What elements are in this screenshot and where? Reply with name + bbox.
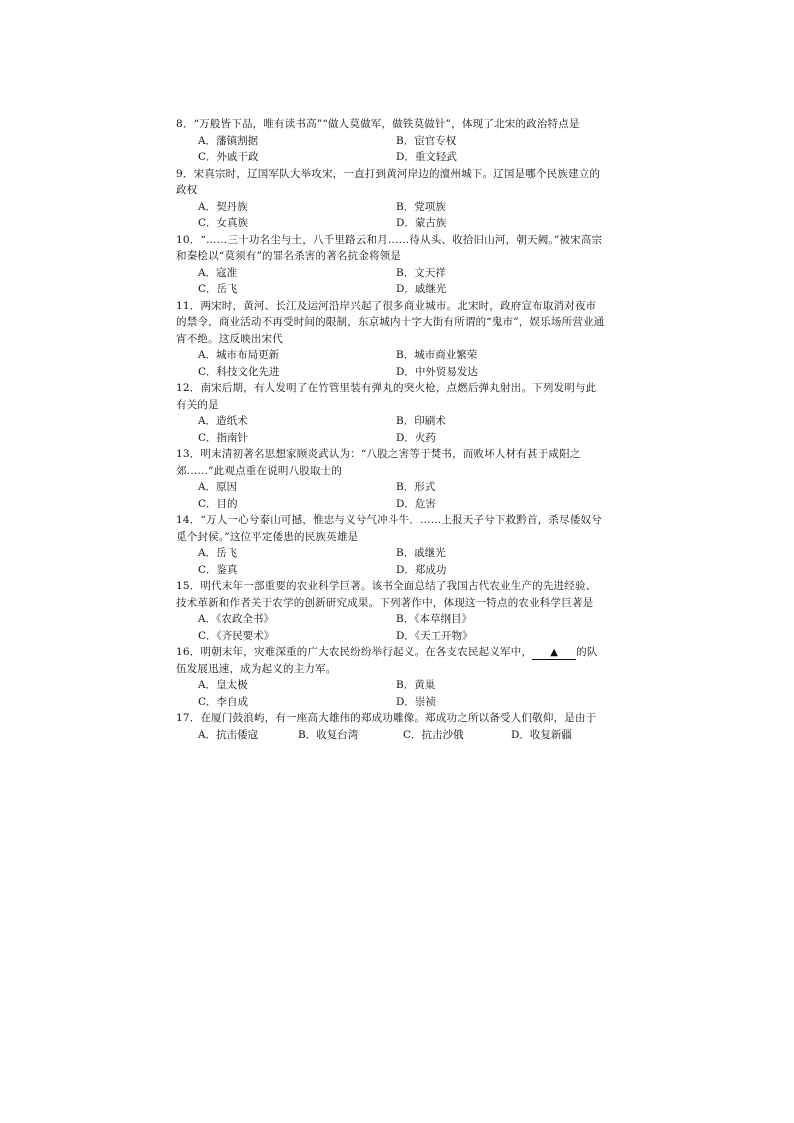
answer-options [176, 413, 606, 446]
option-a: A．抗击倭寇 [198, 728, 259, 741]
answer-options [176, 265, 606, 298]
option-d: D．郑成功 [396, 563, 447, 576]
option-d: D．崇祯 [396, 695, 436, 708]
question-12 [176, 380, 606, 446]
option-d: D．《天工开物》 [396, 629, 473, 642]
question-17 [176, 710, 606, 743]
option-d: D．中外贸易发达 [396, 365, 478, 378]
question-10 [176, 232, 606, 298]
option-b: B．《本草纲目》 [396, 613, 472, 625]
option-a: A．岳飞 [198, 547, 238, 559]
option-b: B．党项族 [396, 200, 446, 213]
option-d: D．火药 [396, 431, 436, 444]
question-stem: 9．宋真宗时，辽国军队大举攻宋，一直打到黄河岸边的澶州城下。辽国是哪个民族建立的政权 [176, 167, 601, 196]
option-a: A．造纸术 [198, 415, 248, 427]
question-stem: 8．“万般皆下品，唯有读书高”“做人莫做军，做铁莫做针”，体现了北宋的政治特点是 [176, 118, 580, 130]
question-stem: 15．明代末年一部重要的农业科学巨著。该书全面总结了我国古代农业生产的先进经验、技术革新和作者关于农学的创新研究成果。下列著作中，体现这一特点的农业科学巨著是 [176, 580, 597, 609]
question-8 [176, 116, 606, 166]
answer-options [176, 545, 606, 578]
option-c: C．鉴真 [198, 563, 238, 576]
answer-options [176, 347, 606, 380]
stem-before-blank: 16．明朝末年，灾难深重的广大农民纷纷举行起义。在各支农民起义军中， [176, 646, 533, 658]
option-a: A．皇太极 [198, 679, 248, 691]
question-16 [176, 644, 606, 710]
option-a: A．《农政全书》 [198, 613, 274, 625]
option-c: C．外戚干政 [198, 151, 259, 163]
option-c: C．岳飞 [198, 283, 238, 295]
question-stem: 17．在厦门鼓浪屿，有一座高大雄伟的郑成功雕像。郑成功之所以备受人们敬仰，是由于 [176, 712, 597, 724]
answer-blank [532, 646, 576, 660]
question-list [176, 116, 606, 743]
question-stem: 10．“……三十功名尘与土，八千里路云和月……待从头、收拾旧山河，朝天阙。”被宋高宗和秦桧以“莫须有”的罪名杀害的著名抗金将领是 [176, 233, 603, 262]
option-d: D．收复新疆 [511, 728, 572, 741]
option-d: D．蒙古族 [396, 217, 447, 229]
option-b: B．黄巢 [396, 679, 436, 691]
option-c: C．科技文化先进 [198, 365, 280, 378]
option-a: A．藩镇割据 [198, 134, 259, 147]
option-d: D．危害 [396, 497, 436, 510]
question-9 [176, 166, 606, 232]
option-b: B．印刷术 [396, 415, 446, 427]
option-a: A．寇准 [198, 266, 238, 279]
question-14 [176, 512, 606, 578]
question-13 [176, 446, 606, 512]
triangle-icon: ▲ [550, 647, 559, 658]
answer-options [176, 727, 606, 744]
answer-options [176, 199, 606, 232]
question-11 [176, 298, 606, 381]
option-c: C．李自成 [198, 695, 249, 708]
option-b: B．收复台湾 [298, 728, 359, 741]
question-stem: 14．“万人一心兮泰山可撼，惟忠与义兮气冲斗牛．……上报天子兮下救黔首，杀尽倭奴兮觅个封侯。”这位平定倭患的民族英雄是 [176, 514, 602, 543]
option-a: A．城市布局更新 [198, 349, 280, 361]
option-b: B．形式 [396, 481, 436, 493]
answer-options [176, 479, 606, 512]
answer-options [176, 677, 606, 710]
option-c: C．目的 [198, 497, 238, 510]
option-b: B．宦官专权 [396, 134, 457, 147]
answer-options [176, 611, 606, 644]
option-c: C．抗击沙俄 [403, 728, 464, 741]
option-d: D．重文轻武 [396, 151, 457, 163]
question-stem [176, 644, 606, 677]
question-15 [176, 578, 606, 644]
option-c: C．《齐民要术》 [198, 629, 275, 642]
question-stem: 12．南宋后期，有人发明了在竹管里装有弹丸的突火枪，点燃后弹丸射出。下列发明与此有关的是 [176, 382, 597, 411]
option-b: B．戚继光 [396, 547, 446, 559]
question-stem: 13．明末清初著名思想家顾炎武认为：“八股之害等于焚书，而败坏人材有甚于咸阳之郊……”此观点重在说明八股取士的 [176, 448, 581, 477]
question-stem: 11．两宋时，黄河、长江及运河沿岸兴起了很多商业城市。北宋时，政府宣布取消对夜市的禁令，商业活动不再受时间的限制，东京城内十字大街有所谓的“鬼市”，娱乐场所营业通宵不绝。这反映出宋代 [176, 299, 605, 345]
option-d: D．戚继光 [396, 283, 447, 295]
stem-after-blank: 的队伍发展迅速，成为起义的主力军。 [176, 646, 598, 675]
option-b: B．文天祥 [396, 266, 446, 279]
option-c: C．指南针 [198, 431, 249, 444]
option-a: A．契丹族 [198, 200, 248, 213]
option-b: B．城市商业繁荣 [396, 349, 478, 361]
answer-options [176, 133, 606, 166]
option-a: A．原因 [198, 481, 238, 493]
option-c: C．女真族 [198, 217, 249, 229]
